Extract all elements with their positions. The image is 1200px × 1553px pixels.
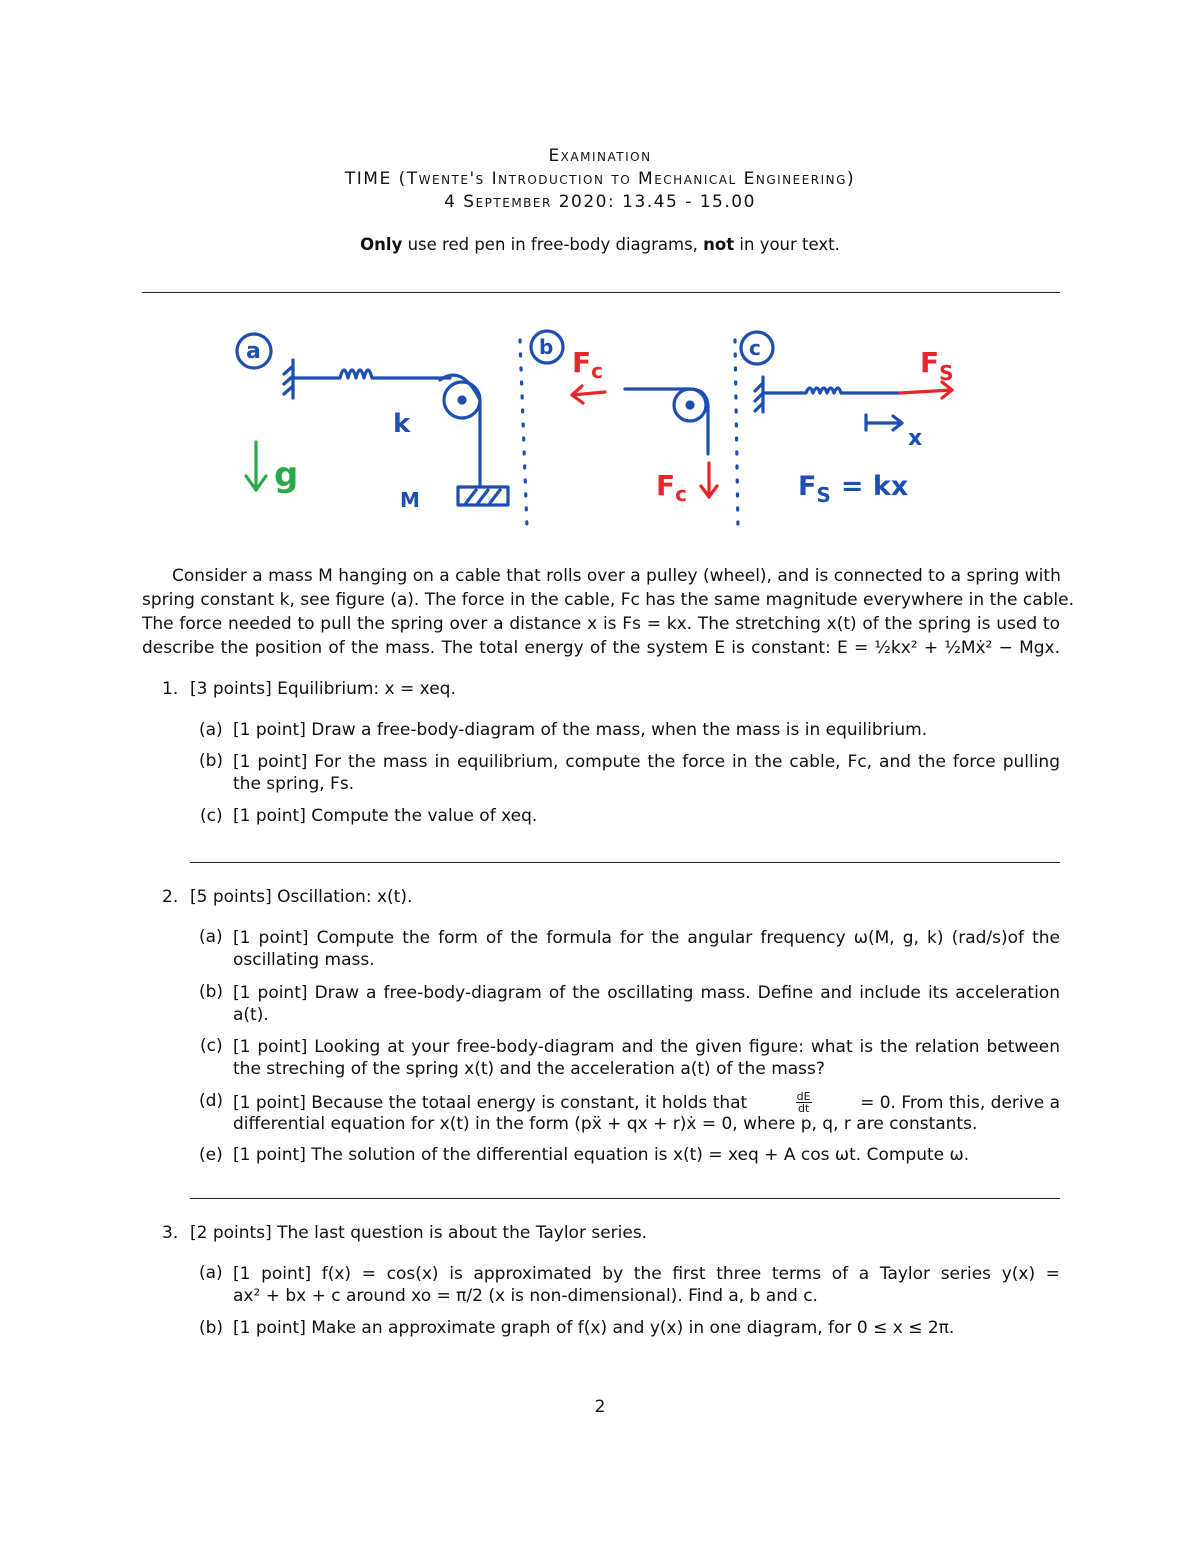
label-c: c [749,336,761,360]
q2e-label: (e) [199,1145,223,1165]
axis-x-label: x [908,426,923,451]
cable-force-label-top: $F_c$ [572,346,603,383]
q2-heading: [5 points] Oscillation: x(t). [190,887,413,907]
spring-constant-label: k [393,409,411,439]
intro-line-4: describe the position of the mass. The total energy of the system E is constant: E = ½kx² + ½Mẋ² − Mgx. [142,638,1060,658]
q2-number: 2. [162,887,179,907]
divider [142,292,1060,293]
label-a: a [246,339,261,364]
intro-line-3: The force needed to pull the spring over a distance x is Fs = kx. The stretching x(t) of the spring is used to [142,614,1060,634]
separator-2 [735,340,738,528]
q1b-text-2: the spring, Fs. [233,774,355,794]
q3b-text: [1 point] Make an approximate graph of f(x) and y(x) in one diagram, for 0 ≤ x ≤ 2π. [233,1318,955,1338]
page-number: 2 [594,1397,606,1417]
panel-b [531,331,708,454]
q1c-label: (c) [200,806,223,826]
q1a-label: (a) [199,720,223,740]
gravity-arrow [246,442,266,490]
q1c-text: [1 point] Compute the value of xeq. [233,806,538,826]
q2e-text: [1 point] The solution of the differential equation is x(t) = xeq + A cos ωt. Compute ω. [233,1145,970,1165]
intro-line-2: spring constant k, see figure (a). The force in the cable, Fc has the same magnitude everywhere in the cable. [142,590,1075,610]
divider [190,862,1060,863]
q2c-text-2: the streching of the spring x(t) and the acceleration a(t) of the mass? [233,1059,825,1079]
exam-date: 4 September 2020: 13.45 - 15.00 [444,192,756,212]
spring-c [763,388,900,393]
pen-instruction: Only use red pen in free-body diagrams, not in your text. [360,235,840,254]
q2c-label: (c) [200,1036,223,1056]
q2b-label: (b) [199,982,224,1002]
q1-number: 1. [162,679,179,699]
panel-c [741,332,902,430]
label-b: b [539,335,554,359]
divider [190,1198,1060,1199]
q1a-text: [1 point] Draw a free-body-diagram of the mass, when the mass is in equilibrium. [233,720,928,740]
gravity-label: g [274,455,299,495]
q2b-text-1: [1 point] Draw a free-body-diagram of the oscillating mass. Define and include its acceleration [233,983,1060,1003]
exam-title: Examination [548,146,652,166]
q2a-text-2: oscillating mass. [233,950,375,970]
q1b-label: (b) [199,751,224,771]
q2a-text-1: [1 point] Compute the form of the formula for the angular frequency ω(M, g, k) (rad/s)of the [233,928,1060,948]
q2a-label: (a) [199,927,223,947]
separator-1 [520,340,527,528]
course-title: TIME (Twente's Introduction to Mechanical Engineering) [344,169,856,189]
q3-heading: [2 points] The last question is about the Taylor series. [190,1223,648,1243]
cable-force-label-bottom: $F_c$ [656,469,687,506]
q2d-label: (d) [199,1091,224,1111]
spring-law: $F_S$ = kx [798,471,909,507]
cable-force-arrows [572,386,717,497]
mechanics-figure [0,300,1200,540]
mass-label: M [400,488,420,512]
q3b-label: (b) [199,1318,224,1338]
q3-number: 3. [162,1223,179,1243]
q1-heading: [3 points] Equilibrium: x = xeq. [190,679,456,699]
q3a-text-2: ax² + bx + c around xo = π/2 (x is non-dimensional). Find a, b and c. [233,1286,818,1306]
q2d-text-2: differential equation for x(t) in the form (pẍ + qx + r)ẋ = 0, where p, q, r are constants. [233,1114,978,1134]
dE-dt-fraction: $\frac{dE}{dt}$ [796,1090,811,1115]
q2c-text-1: [1 point] Looking at your free-body-diagram and the given figure: what is the relation between [233,1037,1060,1057]
intro-line-1: Consider a mass M hanging on a cable that rolls over a pulley (wheel), and is connected to a spring with [172,566,1061,586]
q3a-text-1: [1 point] f(x) = cos(x) is approximated by the first three terms of a Taylor series y(x) = [233,1264,1060,1284]
spring-force-label: $F_S$ [920,346,954,385]
q3a-label: (a) [199,1263,223,1283]
q2b-text-2: a(t). [233,1005,269,1025]
q2d-text-1: [1 point] Because the totaal energy is constant, it holds that $\frac{dE}{dt}$ = 0. From this, derive a [233,1090,1060,1115]
spring-a [293,370,450,378]
q1b-text-1: [1 point] For the mass in equilibrium, compute the force in the cable, Fc, and the force pulling [233,752,1060,772]
